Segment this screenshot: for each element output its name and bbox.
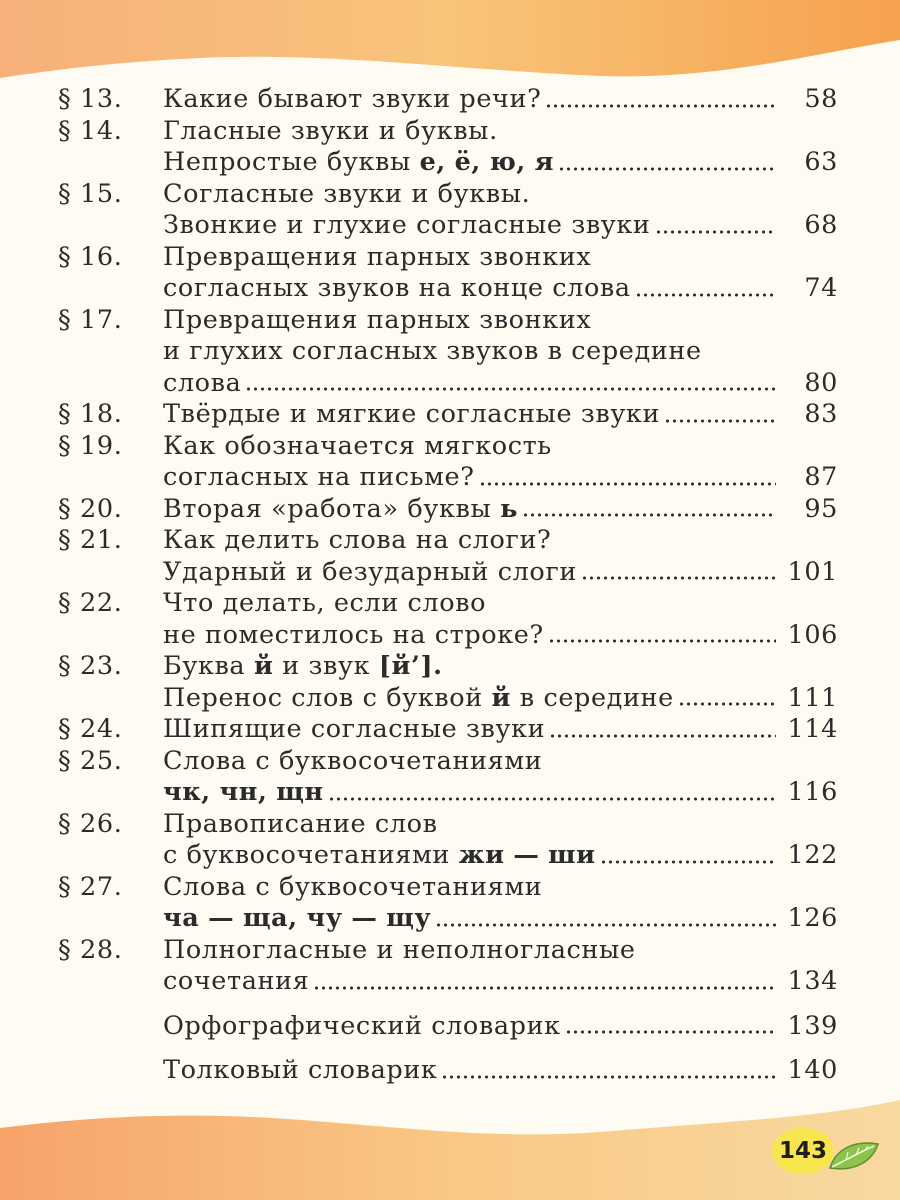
section-number: § 27. <box>58 871 123 902</box>
entry-title-line: согласных звуков на конце слова <box>163 273 631 303</box>
section-number: § 26. <box>58 808 123 839</box>
entry-title-line: Перенос слов с буквой й в середине <box>163 682 674 713</box>
section-number: § 20. <box>58 493 123 524</box>
page-number-badge: 143 <box>772 1128 834 1174</box>
dot-leader <box>635 292 776 298</box>
toc-entry <box>58 651 838 714</box>
leaf-icon <box>826 1138 882 1174</box>
section-number: § 15. <box>58 178 123 209</box>
page-ref: 139 <box>787 1010 838 1041</box>
page-ref: 116 <box>787 777 838 807</box>
page-ref: 140 <box>787 1055 838 1085</box>
entry-title-line: Какие бывают звуки речи? <box>163 84 542 114</box>
dot-leader <box>581 575 776 581</box>
entry-title-line: Превращения парных звонких <box>163 304 592 335</box>
dot-leader <box>549 733 776 739</box>
toc-entry <box>58 494 838 526</box>
entry-title-line: Что делать, если слово <box>163 588 487 618</box>
entry-title-line: с буквосочетаниями жи — ши <box>163 840 596 870</box>
toc-entry <box>58 242 838 305</box>
dot-leader <box>313 985 776 991</box>
entry-title-line: Как делить слова на слоги? <box>163 525 552 555</box>
entry-title-line: Гласные звуки и буквы. <box>163 115 498 146</box>
page-ref: 101 <box>787 556 838 587</box>
entry-title-line: сочетания <box>163 966 310 996</box>
entry-title-line: Орфографический словарик <box>163 1010 561 1041</box>
entry-title-line: Полногласные и неполногласные <box>163 934 636 965</box>
dot-leader <box>441 1074 776 1080</box>
page-ref: 74 <box>804 273 838 303</box>
toc-entry <box>58 1011 838 1043</box>
toc-entry <box>58 305 838 400</box>
page-ref: 111 <box>787 682 838 713</box>
dot-leader <box>545 103 776 109</box>
entry-title-line: чк, чн, щн <box>163 777 324 807</box>
entry-title-line: слова <box>163 367 242 398</box>
dot-leader <box>558 166 776 172</box>
toc-entry <box>58 935 838 998</box>
section-number: § 21. <box>58 525 123 555</box>
page-ref: 80 <box>804 367 838 398</box>
entry-title-line: согласных на письме? <box>163 462 475 492</box>
dot-leader <box>435 922 776 928</box>
entry-title-line: Превращения парных звонких <box>163 241 592 272</box>
section-number: § 25. <box>58 745 123 776</box>
page-ref: 87 <box>804 462 838 492</box>
page-ref: 63 <box>804 147 838 177</box>
table-of-contents <box>58 84 838 1087</box>
section-number: § 22. <box>58 588 123 618</box>
toc-entry <box>58 1055 838 1087</box>
toc-entry <box>58 431 838 494</box>
entry-title-line: и глухих согласных звуков в середине <box>163 336 702 366</box>
entry-title-line: Правописание слов <box>163 808 438 839</box>
top-wave-band <box>0 0 900 78</box>
dot-leader <box>655 229 776 235</box>
dot-leader <box>548 638 776 644</box>
toc-entry <box>58 872 838 935</box>
page-ref: 134 <box>787 966 838 996</box>
toc-entry <box>58 84 838 116</box>
section-number: § 16. <box>58 241 123 272</box>
section-number: § 23. <box>58 651 123 681</box>
entry-title-line: Согласные звуки и буквы. <box>163 178 531 209</box>
entry-title-line: Толковый словарик <box>163 1055 438 1085</box>
section-number: § 28. <box>58 934 123 965</box>
entry-title-line: Как обозначается мягкость <box>163 430 552 461</box>
entry-title-line: не поместилось на строке? <box>163 619 544 650</box>
dot-leader <box>600 859 776 865</box>
section-number: § 24. <box>58 714 123 744</box>
bottom-wave-band <box>0 1100 900 1200</box>
section-number: § 18. <box>58 399 123 429</box>
page-ref: 58 <box>804 84 838 114</box>
dot-leader <box>565 1029 776 1035</box>
entry-title-line: Слова с буквосочетаниями <box>163 745 543 776</box>
toc-entry <box>58 179 838 242</box>
page-ref: 68 <box>804 210 838 240</box>
section-number: § 17. <box>58 304 123 335</box>
toc-entry <box>58 116 838 179</box>
dot-leader <box>479 481 776 487</box>
entry-title-line: ча — ща, чу — щу <box>163 903 432 933</box>
toc-entry <box>58 525 838 588</box>
entry-title-line: Шипящие согласные звуки <box>163 714 546 744</box>
entry-title-line: Ударный и безударный слоги <box>163 556 577 587</box>
page-ref: 126 <box>787 903 838 933</box>
entry-title-line: Твёрдые и мягкие согласные звуки <box>163 399 661 429</box>
section-number: § 14. <box>58 115 123 146</box>
entry-title-line: Буква й и звук [й’]. <box>163 651 443 681</box>
entry-title-line: Звонкие и глухие согласные звуки <box>163 210 651 240</box>
toc-entry <box>58 399 838 431</box>
page-ref: 114 <box>787 714 838 744</box>
entry-title-line: Вторая «работа» буквы ь <box>163 493 518 524</box>
page-ref: 122 <box>787 840 838 870</box>
section-number: § 19. <box>58 430 123 461</box>
dot-leader <box>245 386 776 392</box>
toc-entry <box>58 746 838 809</box>
toc-entry <box>58 809 838 872</box>
dot-leader <box>328 796 776 802</box>
toc-entry <box>58 588 838 651</box>
dot-leader <box>522 512 776 518</box>
page-ref: 95 <box>804 493 838 524</box>
entry-title-line: Непростые буквы е, ё, ю, я <box>163 147 555 177</box>
section-number: § 13. <box>58 84 123 114</box>
page-ref: 83 <box>804 399 838 429</box>
toc-entry <box>58 714 838 746</box>
dot-leader <box>678 701 776 707</box>
page-ref: 106 <box>787 619 838 650</box>
dot-leader <box>664 418 776 424</box>
entry-title-line: Слова с буквосочетаниями <box>163 871 543 902</box>
